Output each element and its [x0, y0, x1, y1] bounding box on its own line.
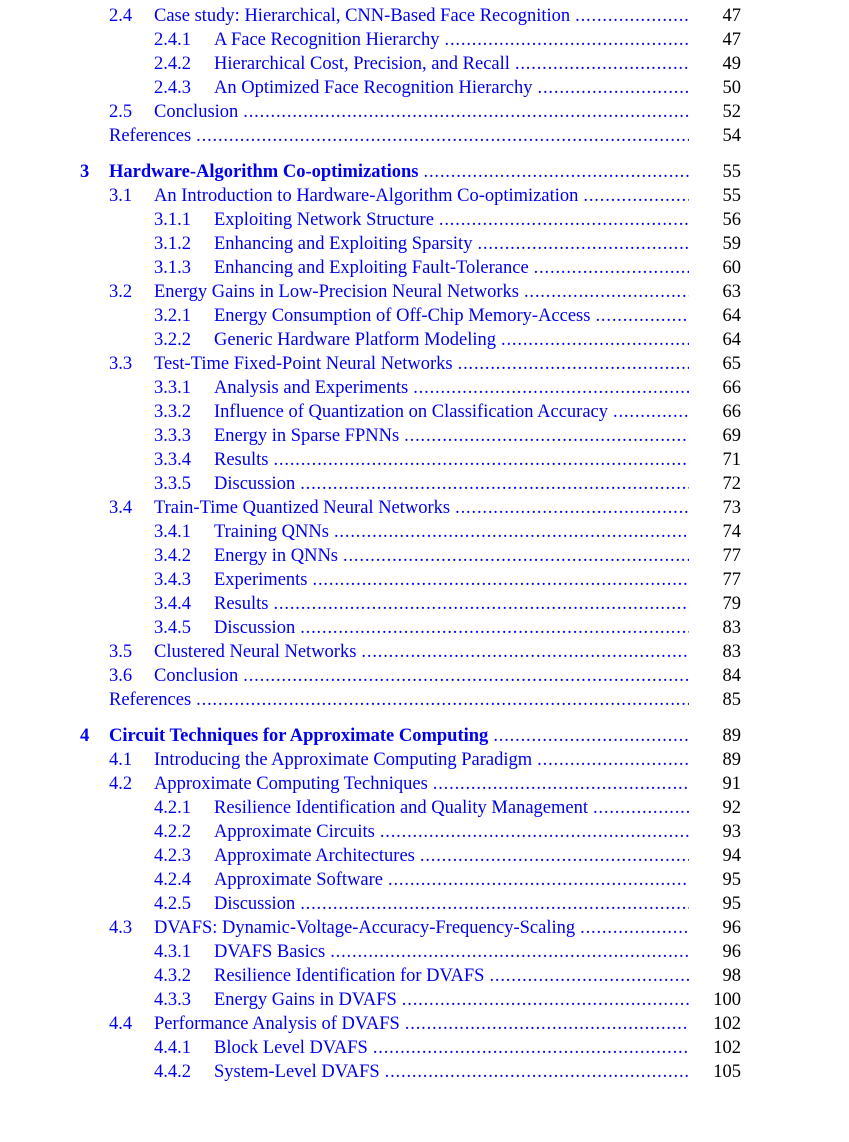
toc-entry-number: 3.2 — [109, 282, 133, 302]
toc-entry-number: 4.2 — [109, 774, 133, 794]
toc-entry[interactable] — [154, 304, 741, 328]
toc-entry-title[interactable]: Performance Analysis of DVAFS — [154, 1014, 400, 1034]
toc-entry[interactable] — [154, 76, 741, 100]
toc-entry-title[interactable]: System-Level DVAFS — [214, 1062, 380, 1082]
toc-entry[interactable] — [109, 664, 741, 688]
dot-leader — [405, 1012, 689, 1036]
toc-entry[interactable] — [154, 448, 741, 472]
dot-leader — [334, 520, 689, 544]
toc-entry-page: 102 — [713, 1038, 741, 1058]
toc-entry-page: 102 — [713, 1014, 741, 1034]
toc-entry-title[interactable]: References — [109, 690, 192, 710]
toc-entry-page: 92 — [722, 798, 741, 818]
toc-entry[interactable] — [154, 28, 741, 52]
toc-entry-page: 66 — [722, 378, 741, 398]
toc-entry-title[interactable]: Approximate Circuits — [214, 822, 375, 842]
dot-leader — [493, 724, 689, 748]
dot-leader — [402, 988, 689, 1012]
toc-entry-number: 3.3.3 — [154, 426, 191, 446]
toc-entry[interactable] — [109, 352, 741, 376]
toc-entry-number: 4.3 — [109, 918, 133, 938]
toc-entry[interactable] — [154, 844, 741, 868]
toc-entry[interactable] — [109, 496, 741, 520]
toc-entry-page: 47 — [722, 6, 741, 26]
toc-entry[interactable] — [154, 424, 741, 448]
dot-leader — [458, 352, 689, 376]
toc-entry-page: 85 — [722, 690, 741, 710]
toc-entry-number: 3.3.5 — [154, 474, 191, 494]
toc-entry-page: 55 — [722, 186, 741, 206]
dot-leader — [196, 688, 689, 712]
toc-entry-title[interactable]: Hardware-Algorithm Co-optimizations — [109, 162, 419, 182]
toc-chapter-entry[interactable] — [80, 724, 741, 748]
toc-entry-page: 94 — [722, 846, 741, 866]
toc-entry[interactable] — [154, 256, 741, 280]
toc-entry-page: 55 — [722, 162, 741, 182]
dot-leader — [489, 964, 689, 988]
toc-entry-page: 65 — [722, 354, 741, 374]
toc-entry-number: 3.2.1 — [154, 306, 191, 326]
toc-entry[interactable] — [109, 772, 741, 796]
dot-leader — [300, 892, 689, 916]
toc-entry-number: 3.4.1 — [154, 522, 191, 542]
dot-leader — [373, 1036, 689, 1060]
toc-entry[interactable] — [109, 124, 741, 148]
toc-entry-title[interactable]: Discussion — [214, 474, 296, 494]
toc-entry-page: 91 — [722, 774, 741, 794]
toc-entry-title[interactable]: Energy in QNNs — [214, 546, 339, 566]
toc-entry-page: 96 — [722, 942, 741, 962]
toc-entry[interactable] — [154, 592, 741, 616]
dot-leader — [477, 232, 689, 256]
toc-entry-title[interactable]: Results — [214, 450, 269, 470]
toc-entry-page: 84 — [722, 666, 741, 686]
toc-entry-page: 71 — [722, 450, 741, 470]
dot-leader — [501, 328, 689, 352]
dot-leader — [534, 256, 689, 280]
dot-leader — [580, 916, 689, 940]
toc-entry-title[interactable]: Enhancing and Exploiting Sparsity — [214, 234, 473, 254]
dot-leader — [439, 208, 689, 232]
toc-entry-number: 4.2.5 — [154, 894, 191, 914]
dot-leader — [515, 52, 689, 76]
toc-entry-number: 3.3.1 — [154, 378, 191, 398]
dot-leader — [583, 184, 689, 208]
toc-entry-page: 98 — [722, 966, 741, 986]
toc-entry[interactable] — [154, 820, 741, 844]
toc-entry-number: 3.3.2 — [154, 402, 191, 422]
toc-entry[interactable] — [109, 916, 741, 940]
toc-entry-page: 72 — [722, 474, 741, 494]
dot-leader — [196, 124, 689, 148]
toc-entry-title[interactable]: Results — [214, 594, 269, 614]
dot-leader — [404, 424, 689, 448]
toc-entry-page: 83 — [722, 618, 741, 638]
toc-entry[interactable] — [154, 520, 741, 544]
toc-entry-number: 4.3.2 — [154, 966, 191, 986]
toc-entry-title[interactable]: An Optimized Face Recognition Hierarchy — [214, 78, 533, 98]
dot-leader — [243, 664, 689, 688]
toc-entry-page: 93 — [722, 822, 741, 842]
toc-entry-page: 64 — [722, 330, 741, 350]
toc-entry[interactable] — [154, 868, 741, 892]
toc-entry-title[interactable]: Energy Consumption of Off-Chip Memory-Access — [214, 306, 591, 326]
toc-entry-page: 52 — [722, 102, 741, 122]
toc-entry-title[interactable]: An Introduction to Hardware-Algorithm Co-optimization — [154, 186, 579, 206]
toc-entry-page: 56 — [722, 210, 741, 230]
toc-entry-number: 3.1.3 — [154, 258, 191, 278]
dot-leader — [537, 748, 689, 772]
toc-entry[interactable] — [154, 472, 741, 496]
dot-leader — [593, 796, 689, 820]
toc-entry-number: 3.6 — [109, 666, 133, 686]
toc-entry[interactable] — [109, 280, 741, 304]
dot-leader — [313, 568, 689, 592]
toc-entry-title[interactable]: Clustered Neural Networks — [154, 642, 357, 662]
toc-entry-page: 60 — [722, 258, 741, 278]
toc-entry[interactable] — [154, 232, 741, 256]
toc-entry-number: 4.3.1 — [154, 942, 191, 962]
toc-entry[interactable] — [154, 616, 741, 640]
toc-entry-number: 4.4.2 — [154, 1062, 191, 1082]
toc-entry-number: 3.4.5 — [154, 618, 191, 638]
toc-entry-title[interactable]: Resilience Identification for DVAFS — [214, 966, 485, 986]
toc-entry[interactable] — [109, 748, 741, 772]
toc-entry-page: 59 — [722, 234, 741, 254]
dot-leader — [300, 472, 689, 496]
toc-entry-number: 4.2.4 — [154, 870, 191, 890]
toc-entry-number: 4.1 — [109, 750, 133, 770]
toc-entry-number: 3.4.2 — [154, 546, 191, 566]
toc-entry-number: 4.3.3 — [154, 990, 191, 1010]
toc-entry-number: 3.1.2 — [154, 234, 191, 254]
toc-entry-number: 3.3 — [109, 354, 133, 374]
dot-leader — [445, 28, 689, 52]
toc-entry-page: 74 — [722, 522, 741, 542]
toc-entry-number: 4.2.2 — [154, 822, 191, 842]
toc-entry[interactable] — [109, 640, 741, 664]
toc-entry-title[interactable]: References — [109, 126, 192, 146]
toc-entry-number: 3.4 — [109, 498, 133, 518]
toc-entry-number: 3.3.4 — [154, 450, 191, 470]
dot-leader — [575, 4, 689, 28]
toc-entry-number: 4.4 — [109, 1014, 133, 1034]
dot-leader — [424, 160, 690, 184]
toc-entry-number: 4 — [80, 726, 90, 746]
toc-entry-title[interactable]: Energy Gains in DVAFS — [214, 990, 397, 1010]
dot-leader — [385, 1060, 689, 1084]
dot-leader — [380, 820, 689, 844]
toc-entry[interactable] — [154, 796, 741, 820]
toc-entry-title[interactable]: Resilience Identification and Quality Management — [214, 798, 588, 818]
toc-entry-page: 77 — [722, 546, 741, 566]
toc-entry-page: 73 — [722, 498, 741, 518]
toc-entry-title[interactable]: Case study: Hierarchical, CNN-Based Face Recognition — [154, 6, 571, 26]
toc-entry-title[interactable]: Hierarchical Cost, Precision, and Recall — [214, 54, 510, 74]
toc-entry[interactable] — [154, 1060, 741, 1084]
toc-entry-number: 3.2.2 — [154, 330, 191, 350]
toc-entry-number: 3 — [80, 162, 90, 182]
toc-entry-number: 4.4.1 — [154, 1038, 191, 1058]
toc-entry-title[interactable]: Conclusion — [154, 666, 239, 686]
toc-entry-page: 95 — [722, 894, 741, 914]
toc-entry[interactable] — [154, 208, 741, 232]
toc-entry-title[interactable]: Approximate Computing Techniques — [154, 774, 428, 794]
toc-entry-title[interactable]: Generic Hardware Platform Modeling — [214, 330, 497, 350]
toc-entry[interactable] — [154, 328, 741, 352]
dot-leader — [273, 592, 689, 616]
toc-entry-title[interactable]: Training QNNs — [214, 522, 329, 542]
toc-entry-number: 3.4.3 — [154, 570, 191, 590]
toc-entry-title[interactable]: Block Level DVAFS — [214, 1038, 368, 1058]
toc-entry[interactable] — [154, 892, 741, 916]
dot-leader — [420, 844, 689, 868]
toc-entry[interactable] — [154, 1036, 741, 1060]
toc-entry-page: 47 — [722, 30, 741, 50]
toc-chapter-entry[interactable] — [80, 160, 741, 184]
dot-leader — [243, 100, 689, 124]
toc-entry-title[interactable]: Analysis and Experiments — [214, 378, 409, 398]
toc-entry-number: 2.4.1 — [154, 30, 191, 50]
dot-leader — [273, 448, 689, 472]
dot-leader — [343, 544, 689, 568]
dot-leader — [595, 304, 689, 328]
toc-entry-title[interactable]: A Face Recognition Hierarchy — [214, 30, 440, 50]
toc-entry-page: 54 — [722, 126, 741, 146]
toc-entry[interactable] — [109, 1012, 741, 1036]
dot-leader — [330, 940, 689, 964]
toc-entry-title[interactable]: Approximate Architectures — [214, 846, 415, 866]
toc-entry[interactable] — [154, 400, 741, 424]
toc-entry[interactable] — [109, 100, 741, 124]
toc-entry-title[interactable]: Discussion — [214, 618, 296, 638]
toc-entry-number: 3.5 — [109, 642, 133, 662]
toc-entry[interactable] — [154, 940, 741, 964]
toc-entry[interactable] — [109, 688, 741, 712]
toc-entry-number: 2.4 — [109, 6, 133, 26]
toc-entry-number: 4.2.3 — [154, 846, 191, 866]
dot-leader — [455, 496, 689, 520]
toc-entry[interactable] — [109, 184, 741, 208]
toc-entry-page: 77 — [722, 570, 741, 590]
toc-entry-title[interactable]: Discussion — [214, 894, 296, 914]
toc-entry-page: 49 — [722, 54, 741, 74]
toc-entry-title[interactable]: Experiments — [214, 570, 308, 590]
toc-entry-page: 64 — [722, 306, 741, 326]
toc-entry-title[interactable]: DVAFS: Dynamic-Voltage-Accuracy-Frequency-Scaling — [154, 918, 576, 938]
toc-entry-page: 69 — [722, 426, 741, 446]
toc-entry[interactable] — [154, 568, 741, 592]
toc-entry-page: 96 — [722, 918, 741, 938]
toc-entry-page: 63 — [722, 282, 741, 302]
toc-entry-page: 79 — [722, 594, 741, 614]
toc-entry-title[interactable]: Introducing the Approximate Computing Paradigm — [154, 750, 533, 770]
dot-leader — [300, 616, 689, 640]
toc-entry-title[interactable]: DVAFS Basics — [214, 942, 326, 962]
dot-leader — [538, 76, 689, 100]
toc-entry-page: 50 — [722, 78, 741, 98]
toc-entry[interactable] — [154, 964, 741, 988]
toc-entry-page: 83 — [722, 642, 741, 662]
toc-entry-number: 2.5 — [109, 102, 133, 122]
dot-leader — [413, 376, 689, 400]
toc-entry-page: 66 — [722, 402, 741, 422]
toc-entry-title[interactable]: Enhancing and Exploiting Fault-Tolerance — [214, 258, 529, 278]
toc-entry-number: 4.2.1 — [154, 798, 191, 818]
toc-entry[interactable] — [109, 4, 741, 28]
toc-entry-number: 3.1.1 — [154, 210, 191, 230]
toc-entry[interactable] — [154, 376, 741, 400]
toc-entry-title[interactable]: Energy in Sparse FPNNs — [214, 426, 400, 446]
toc-entry-page: 100 — [713, 990, 741, 1010]
toc-entry-page: 89 — [722, 726, 741, 746]
toc-entry-page: 89 — [722, 750, 741, 770]
toc-entry-title[interactable]: Circuit Techniques for Approximate Computing — [109, 726, 489, 746]
toc-entry-title[interactable]: Energy Gains in Low-Precision Neural Networks — [154, 282, 519, 302]
toc-entry-number: 3.1 — [109, 186, 133, 206]
toc-entry-number: 2.4.3 — [154, 78, 191, 98]
dot-leader — [433, 772, 689, 796]
toc-entry-page: 95 — [722, 870, 741, 890]
dot-leader — [388, 868, 689, 892]
toc-entry-number: 3.4.4 — [154, 594, 191, 614]
dot-leader — [524, 280, 689, 304]
toc-entry-title[interactable]: Test-Time Fixed-Point Neural Networks — [154, 354, 453, 374]
toc-entry[interactable] — [154, 544, 741, 568]
toc-entry-page: 105 — [713, 1062, 741, 1082]
toc-entry[interactable] — [154, 52, 741, 76]
toc-entry[interactable] — [154, 988, 741, 1012]
toc-entry-title[interactable]: Conclusion — [154, 102, 239, 122]
toc-entry-title[interactable]: Approximate Software — [214, 870, 384, 890]
toc-entry-title[interactable]: Influence of Quantization on Classification Accuracy — [214, 402, 609, 422]
dot-leader — [613, 400, 689, 424]
toc-entry-title[interactable]: Train-Time Quantized Neural Networks — [154, 498, 451, 518]
toc-entry-number: 2.4.2 — [154, 54, 191, 74]
dot-leader — [361, 640, 689, 664]
toc-entry-title[interactable]: Exploiting Network Structure — [214, 210, 434, 230]
